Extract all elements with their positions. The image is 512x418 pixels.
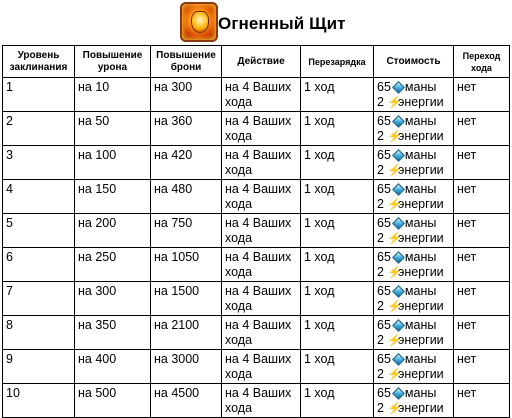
mana-cost <box>377 216 450 231</box>
mana-crystal-icon <box>392 81 405 94</box>
energy-amount: 2 <box>377 299 384 313</box>
table-header-row <box>3 46 510 78</box>
header-damage: Повышение урона <box>75 46 151 78</box>
table-row <box>3 282 510 316</box>
mana-unit: маны <box>404 148 437 162</box>
table-row <box>3 214 510 248</box>
table-row <box>3 248 510 282</box>
cell-armor: на 300 <box>151 78 222 112</box>
mana-crystal-icon <box>392 353 405 366</box>
cell-action: на 4 Ваших хода <box>222 282 301 316</box>
mana-cost <box>377 114 450 129</box>
mana-amount: 65 <box>377 250 391 264</box>
energy-amount: 2 <box>377 95 384 109</box>
mana-cost <box>377 80 450 95</box>
cell-action: на 4 Ваших хода <box>222 146 301 180</box>
cell-damage: на 350 <box>75 316 151 350</box>
energy-bolt-icon: ⚡ <box>386 231 402 245</box>
mana-cost <box>377 182 450 197</box>
cell-cost <box>374 180 454 214</box>
cell-turn: нет <box>454 248 510 282</box>
cell-armor: на 480 <box>151 180 222 214</box>
cell-cost <box>374 350 454 384</box>
cell-level: 9 <box>3 350 75 384</box>
energy-unit: энергии <box>397 231 444 245</box>
cell-turn: нет <box>454 316 510 350</box>
cell-cooldown: 1 ход <box>301 180 374 214</box>
mana-cost <box>377 148 450 163</box>
mana-unit: маны <box>404 386 437 400</box>
energy-cost <box>377 163 450 178</box>
energy-cost <box>377 129 450 144</box>
cell-turn: нет <box>454 214 510 248</box>
energy-unit: энергии <box>397 197 444 211</box>
cell-level: 4 <box>3 180 75 214</box>
cell-cost <box>374 112 454 146</box>
energy-unit: энергии <box>397 265 444 279</box>
cell-action: на 4 Ваших хода <box>222 384 301 418</box>
energy-unit: энергии <box>397 129 444 143</box>
cell-action: на 4 Ваших хода <box>222 78 301 112</box>
cell-cooldown: 1 ход <box>301 350 374 384</box>
energy-cost <box>377 367 450 382</box>
mana-amount: 65 <box>377 284 391 298</box>
energy-bolt-icon: ⚡ <box>386 163 402 177</box>
cell-armor: на 1500 <box>151 282 222 316</box>
cell-turn: нет <box>454 384 510 418</box>
cell-cooldown: 1 ход <box>301 316 374 350</box>
cell-level: 8 <box>3 316 75 350</box>
cell-turn: нет <box>454 112 510 146</box>
cell-damage: на 250 <box>75 248 151 282</box>
mana-amount: 65 <box>377 148 391 162</box>
energy-amount: 2 <box>377 367 384 381</box>
energy-cost <box>377 299 450 314</box>
cell-action: на 4 Ваших хода <box>222 350 301 384</box>
mana-cost <box>377 352 450 367</box>
cell-cooldown: 1 ход <box>301 384 374 418</box>
mana-crystal-icon <box>392 183 405 196</box>
energy-bolt-icon: ⚡ <box>386 401 402 415</box>
energy-cost <box>377 95 450 110</box>
cell-damage: на 300 <box>75 282 151 316</box>
cell-level: 10 <box>3 384 75 418</box>
cell-turn: нет <box>454 146 510 180</box>
mana-unit: маны <box>404 216 437 230</box>
mana-amount: 65 <box>377 216 391 230</box>
mana-cost <box>377 284 450 299</box>
mana-unit: маны <box>404 352 437 366</box>
cell-damage: на 100 <box>75 146 151 180</box>
cell-action: на 4 Ваших хода <box>222 248 301 282</box>
energy-unit: энергии <box>397 401 444 415</box>
table-row <box>3 316 510 350</box>
header-level: Уровень заклинания <box>3 46 75 78</box>
mana-unit: маны <box>404 182 437 196</box>
spell-title: Огненный Щит <box>218 14 346 33</box>
mana-cost <box>377 318 450 333</box>
mana-crystal-icon <box>392 387 405 400</box>
cell-cooldown: 1 ход <box>301 112 374 146</box>
spell-levels-table <box>2 45 510 418</box>
cell-cost <box>374 316 454 350</box>
mana-crystal-icon <box>392 319 405 332</box>
cell-cooldown: 1 ход <box>301 214 374 248</box>
mana-amount: 65 <box>377 318 391 332</box>
cell-armor: на 420 <box>151 146 222 180</box>
energy-unit: энергии <box>397 95 444 109</box>
header-turn: Переход хода <box>454 46 510 78</box>
energy-bolt-icon: ⚡ <box>386 333 402 347</box>
energy-unit: энергии <box>397 163 444 177</box>
energy-cost <box>377 231 450 246</box>
cell-turn: нет <box>454 78 510 112</box>
energy-bolt-icon: ⚡ <box>386 265 402 279</box>
energy-amount: 2 <box>377 333 384 347</box>
cell-damage: на 10 <box>75 78 151 112</box>
cell-cost <box>374 248 454 282</box>
energy-amount: 2 <box>377 197 384 211</box>
cell-armor: на 360 <box>151 112 222 146</box>
cell-damage: на 400 <box>75 350 151 384</box>
mana-unit: маны <box>404 114 437 128</box>
energy-cost <box>377 265 450 280</box>
cell-action: на 4 Ваших хода <box>222 112 301 146</box>
header-cost: Стоимость <box>374 46 454 78</box>
table-row <box>3 78 510 112</box>
energy-amount: 2 <box>377 265 384 279</box>
table-row <box>3 180 510 214</box>
energy-amount: 2 <box>377 231 384 245</box>
energy-unit: энергии <box>397 333 444 347</box>
cell-action: на 4 Ваших хода <box>222 214 301 248</box>
mana-amount: 65 <box>377 114 391 128</box>
cell-turn: нет <box>454 350 510 384</box>
cell-level: 1 <box>3 78 75 112</box>
cell-level: 2 <box>3 112 75 146</box>
cell-damage: на 500 <box>75 384 151 418</box>
cell-cooldown: 1 ход <box>301 146 374 180</box>
header-action: Действие <box>222 46 301 78</box>
energy-bolt-icon: ⚡ <box>386 197 402 211</box>
cell-turn: нет <box>454 282 510 316</box>
table-row <box>3 384 510 418</box>
cell-cost <box>374 214 454 248</box>
cell-armor: на 750 <box>151 214 222 248</box>
mana-unit: маны <box>404 250 437 264</box>
energy-cost <box>377 401 450 416</box>
mana-crystal-icon <box>392 149 405 162</box>
mana-unit: маны <box>404 318 437 332</box>
cell-action: на 4 Ваших хода <box>222 180 301 214</box>
energy-bolt-icon: ⚡ <box>386 367 402 381</box>
energy-unit: энергии <box>397 299 444 313</box>
table-row <box>3 350 510 384</box>
mana-cost <box>377 250 450 265</box>
spell-header <box>0 0 512 45</box>
energy-bolt-icon: ⚡ <box>386 299 402 313</box>
mana-crystal-icon <box>392 285 405 298</box>
cell-level: 6 <box>3 248 75 282</box>
mana-amount: 65 <box>377 386 391 400</box>
energy-unit: энергии <box>397 367 444 381</box>
cell-cooldown: 1 ход <box>301 248 374 282</box>
cell-armor: на 1050 <box>151 248 222 282</box>
cell-armor: на 4500 <box>151 384 222 418</box>
cell-turn: нет <box>454 180 510 214</box>
cell-armor: на 3000 <box>151 350 222 384</box>
mana-unit: маны <box>404 284 437 298</box>
cell-cost <box>374 384 454 418</box>
energy-cost <box>377 197 450 212</box>
energy-amount: 2 <box>377 163 384 177</box>
cell-cooldown: 1 ход <box>301 282 374 316</box>
mana-amount: 65 <box>377 80 391 94</box>
cell-level: 3 <box>3 146 75 180</box>
energy-amount: 2 <box>377 129 384 143</box>
mana-amount: 65 <box>377 352 391 366</box>
header-cooldown: Перезарядка <box>301 46 374 78</box>
cell-damage: на 150 <box>75 180 151 214</box>
table-row <box>3 112 510 146</box>
energy-bolt-icon: ⚡ <box>386 129 402 143</box>
fire-shield-icon <box>180 2 218 42</box>
mana-cost <box>377 386 450 401</box>
mana-unit: маны <box>404 80 437 94</box>
cell-cost <box>374 282 454 316</box>
energy-amount: 2 <box>377 401 384 415</box>
table-body <box>3 78 510 418</box>
cell-action: на 4 Ваших хода <box>222 316 301 350</box>
cell-armor: на 2100 <box>151 316 222 350</box>
mana-crystal-icon <box>392 217 405 230</box>
cell-damage: на 50 <box>75 112 151 146</box>
header-armor: Повышение брони <box>151 46 222 78</box>
energy-bolt-icon: ⚡ <box>386 95 402 109</box>
table-row <box>3 146 510 180</box>
cell-damage: на 200 <box>75 214 151 248</box>
mana-amount: 65 <box>377 182 391 196</box>
cell-cost <box>374 146 454 180</box>
cell-level: 5 <box>3 214 75 248</box>
cell-level: 7 <box>3 282 75 316</box>
cell-cooldown: 1 ход <box>301 78 374 112</box>
cell-cost <box>374 78 454 112</box>
mana-crystal-icon <box>392 115 405 128</box>
energy-cost <box>377 333 450 348</box>
mana-crystal-icon <box>392 251 405 264</box>
